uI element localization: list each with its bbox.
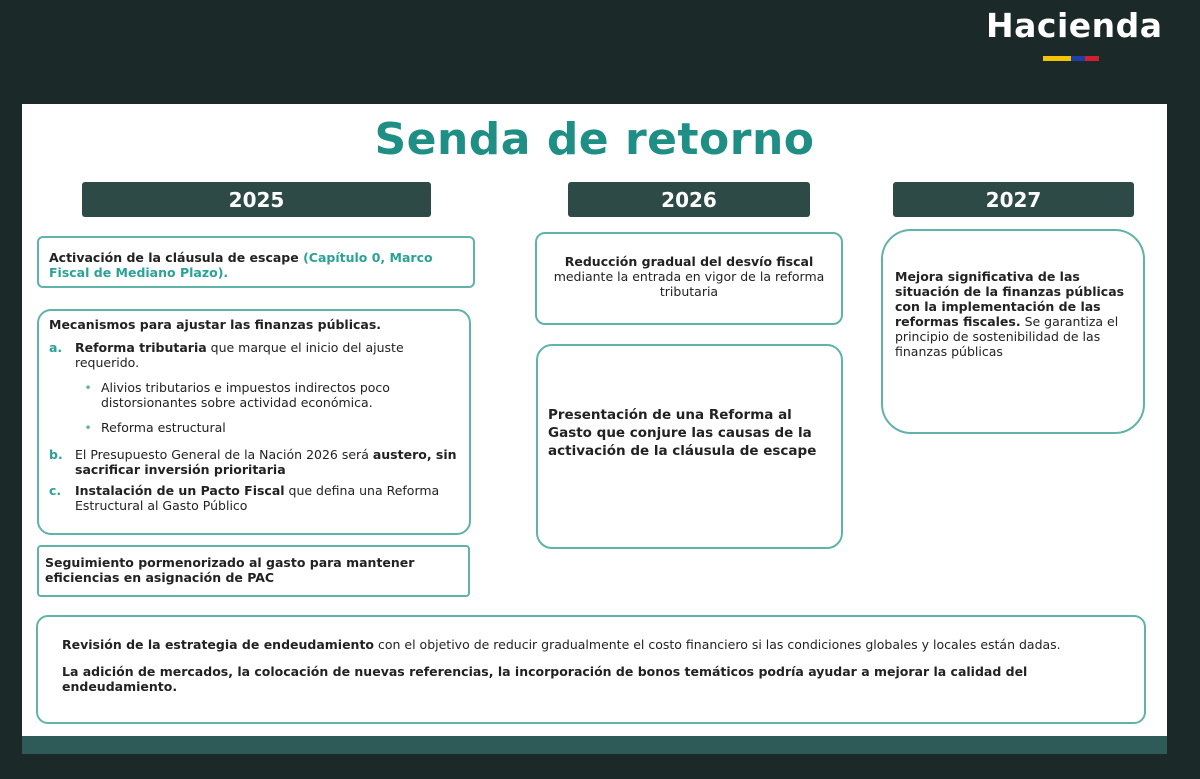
item-a-bold: Reforma tributaria bbox=[75, 340, 207, 355]
year-header-2026: 2026 bbox=[568, 182, 810, 217]
debt-markets-paragraph: La adición de mercados, la colocación de nuevas referencias, la incorporación de bonos temáticos podría ayudar a mejorar la calidad del endeudamiento. bbox=[62, 664, 1028, 694]
list-marker-b: b. bbox=[49, 447, 63, 462]
spending-monitoring-text: Seguimiento pormenorizado al gasto para mantener eficiencias en asignación de PAC bbox=[45, 555, 415, 585]
bullet-icon: • bbox=[84, 380, 92, 395]
item-b-bold: austero, sin sacrificar inversión prioritaria bbox=[75, 447, 457, 477]
adjustment-mechanisms-box bbox=[37, 309, 471, 535]
item-a-text: que marque el inicio del ajuste requerido. bbox=[75, 340, 404, 370]
debt-strategy-box bbox=[36, 615, 1146, 724]
bullet-icon: • bbox=[84, 420, 92, 435]
item-c-text: que defina una Reforma Estructural al Gasto Público bbox=[75, 483, 440, 513]
list-marker-a: a. bbox=[49, 340, 63, 355]
spending-reform-box bbox=[536, 344, 843, 549]
spending-monitoring-box bbox=[37, 545, 470, 597]
presentation-slide bbox=[22, 104, 1167, 754]
fiscal-deviation-heading: Reducción gradual del desvío fiscal bbox=[564, 254, 814, 269]
sub-bullet-1: Alivios tributarios e impuestos indirectos poco distorsionantes sobre actividad económica. bbox=[101, 380, 390, 410]
list-item bbox=[49, 340, 459, 370]
finance-improvement-text: Se garantiza el principio de sostenibilidad de las finanzas públicas bbox=[895, 314, 1119, 359]
item-c-bold: Instalación de un Pacto Fiscal bbox=[75, 483, 285, 498]
year-header-2025: 2025 bbox=[82, 182, 431, 217]
fiscal-deviation-text: mediante la entrada en vigor de la reforma tributaria bbox=[553, 269, 825, 299]
debt-strategy-text: con el objetivo de reducir gradualmente el costo financiero si las condiciones globales y locales están dadas. bbox=[374, 637, 1061, 652]
slide-footer-bar bbox=[22, 736, 1167, 754]
escape-clause-box bbox=[37, 236, 475, 288]
debt-strategy-bold: Revisión de la estrategia de endeudamiento bbox=[62, 637, 375, 652]
finance-improvement-bold: Mejora significativa de las situación de la finanzas públicas con la implementación de las reformas fiscales. bbox=[895, 269, 1125, 329]
hacienda-logo bbox=[986, 4, 1163, 61]
spending-reform-text: Presentación de una Reforma al Gasto que conjure las causas de la activación de la cláusula de escape bbox=[548, 407, 817, 459]
list-item bbox=[49, 380, 459, 410]
flag-stripe bbox=[986, 56, 1156, 61]
slide-title: Senda de retorno bbox=[374, 114, 815, 165]
fiscal-deviation-box bbox=[535, 232, 843, 325]
finance-improvement-box bbox=[881, 229, 1145, 434]
mechanisms-heading: Mecanismos para ajustar las finanzas públicas. bbox=[49, 317, 382, 332]
list-marker-c: c. bbox=[49, 483, 62, 498]
list-item bbox=[49, 447, 459, 477]
year-header-2027: 2027 bbox=[893, 182, 1134, 217]
list-item bbox=[49, 483, 459, 513]
list-item bbox=[49, 420, 459, 435]
escape-clause-reference: (Capítulo 0, Marco Fiscal de Mediano Plazo). bbox=[49, 250, 433, 280]
brand-name: Hacienda bbox=[986, 6, 1163, 45]
debt-strategy-paragraph bbox=[62, 637, 1120, 652]
item-b-text: El Presupuesto General de la Nación 2026 será bbox=[75, 447, 373, 462]
escape-clause-text: Activación de la cláusula de escape bbox=[49, 250, 304, 265]
sub-bullet-2: Reforma estructural bbox=[101, 420, 226, 435]
